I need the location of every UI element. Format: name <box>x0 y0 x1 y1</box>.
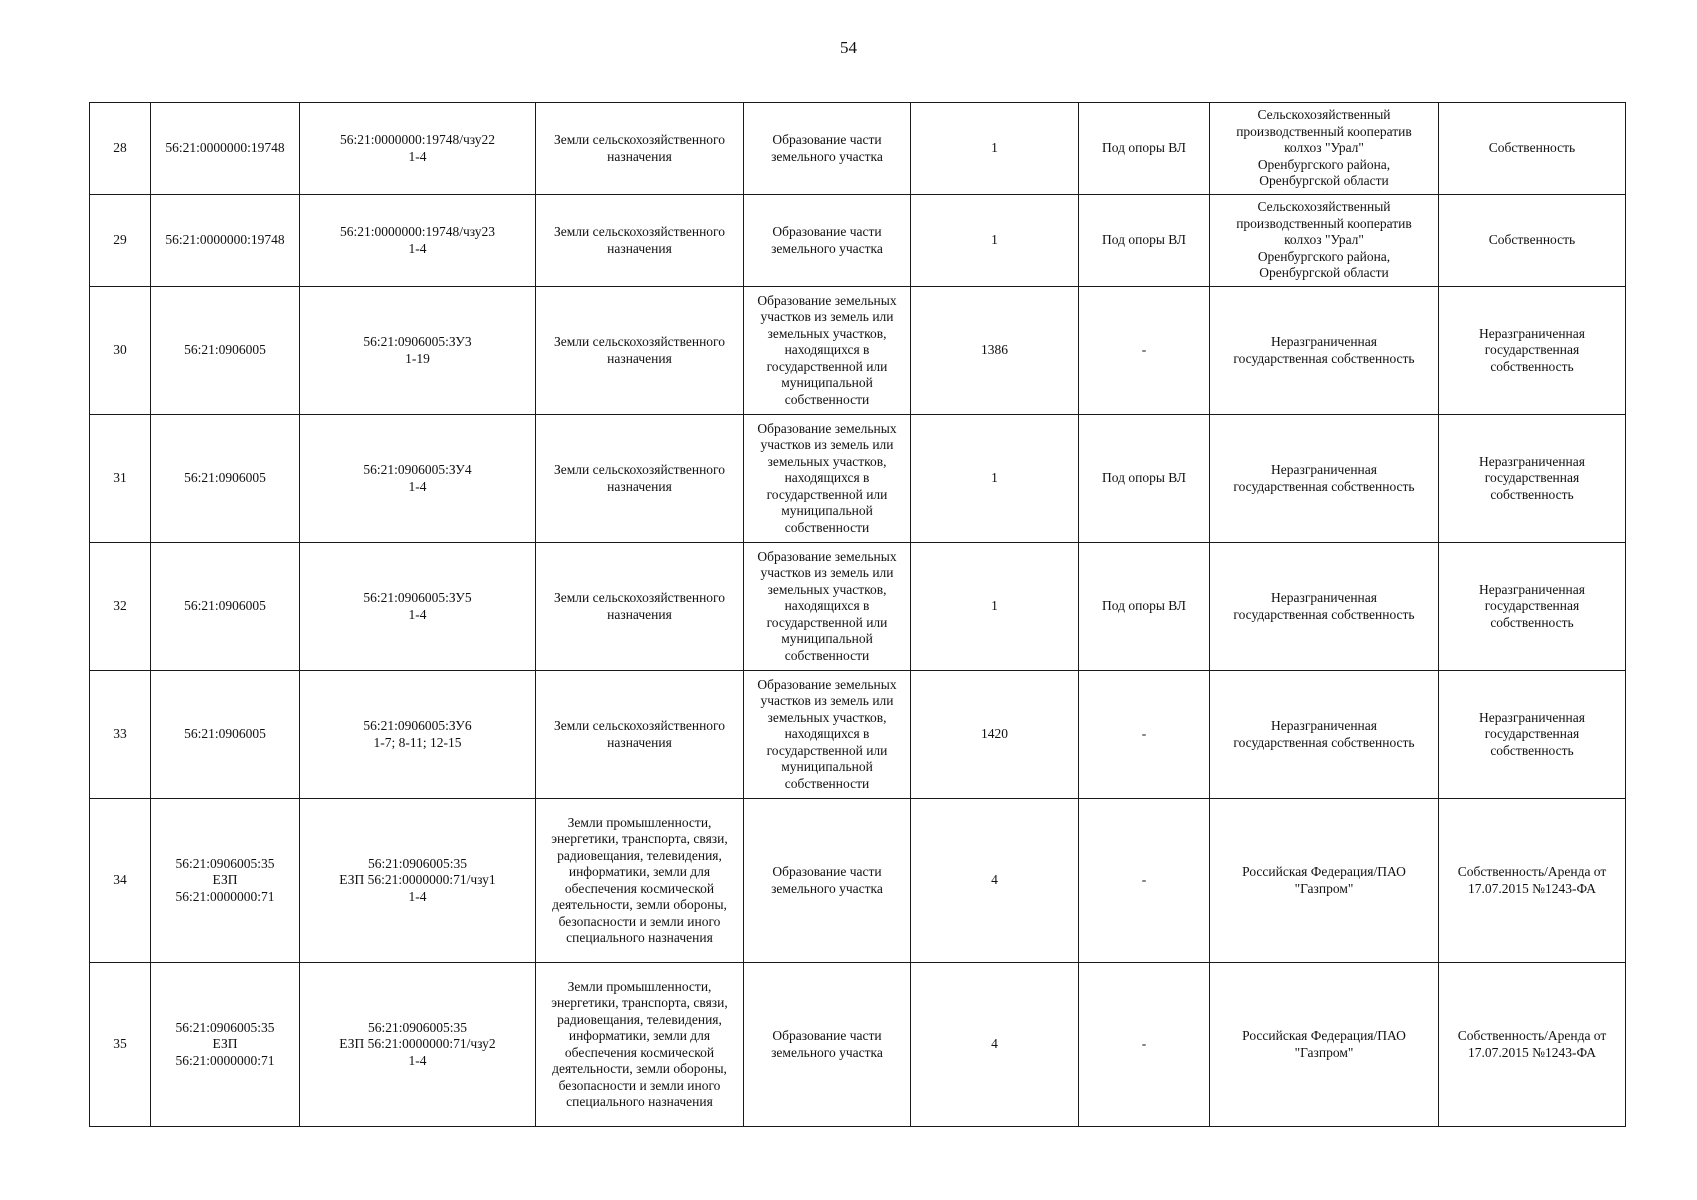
right-type-cell: Собственность/Аренда от 17.07.2015 №1243-ФА <box>1439 799 1626 963</box>
owner-cell: Российская Федерация/ПАО "Газпром" <box>1210 963 1439 1127</box>
land-category-cell: Земли сельскохозяйственного назначения <box>536 287 744 415</box>
owner-cell: Сельскохозяйственный производственный кооператив колхоз "Урал" Оренбургского района, Оренбургской области <box>1210 103 1439 195</box>
purpose-cell: - <box>1079 671 1210 799</box>
row-number-cell: 29 <box>90 195 151 287</box>
owner-cell: Неразграниченная государственная собственность <box>1210 543 1439 671</box>
page-number: 54 <box>840 38 857 57</box>
cadastral-number-cell: 56:21:0906005 <box>151 671 300 799</box>
right-type-cell: Собственность <box>1439 195 1626 287</box>
table-row <box>90 195 1626 287</box>
area-cell: 1 <box>911 103 1079 195</box>
row-number-cell: 33 <box>90 671 151 799</box>
action-type-cell: Образование земельных участков из земель или земельных участков, находящихся в государственной или муниципальной собственности <box>744 415 911 543</box>
action-type-cell: Образование части земельного участка <box>744 799 911 963</box>
owner-cell: Сельскохозяйственный производственный кооператив колхоз "Урал" Оренбургского района, Оренбургской области <box>1210 195 1439 287</box>
purpose-cell: Под опоры ВЛ <box>1079 103 1210 195</box>
land-category-cell: Земли промышленности, энергетики, транспорта, связи, радиовещания, телевидения, информатики, земли для обеспечения космической деятельности, земли обороны, безопасности и земли иного специального назначения <box>536 799 744 963</box>
table-row <box>90 799 1626 963</box>
area-cell: 1 <box>911 543 1079 671</box>
table-row <box>90 103 1626 195</box>
table-row <box>90 287 1626 415</box>
purpose-cell: Под опоры ВЛ <box>1079 195 1210 287</box>
right-type-cell: Собственность <box>1439 103 1626 195</box>
purpose-cell: - <box>1079 799 1210 963</box>
table-row <box>90 963 1626 1127</box>
purpose-cell: - <box>1079 963 1210 1127</box>
row-number-cell: 34 <box>90 799 151 963</box>
area-cell: 4 <box>911 799 1079 963</box>
table-row <box>90 671 1626 799</box>
land-plots-table <box>89 102 1626 1127</box>
cadastral-number-cell: 56:21:0906005 <box>151 543 300 671</box>
land-category-cell: Земли сельскохозяйственного назначения <box>536 671 744 799</box>
table-row <box>90 415 1626 543</box>
right-type-cell: Неразграниченная государственная собственность <box>1439 287 1626 415</box>
purpose-cell: - <box>1079 287 1210 415</box>
land-category-cell: Земли сельскохозяйственного назначения <box>536 415 744 543</box>
owner-cell: Неразграниченная государственная собственность <box>1210 671 1439 799</box>
plot-part-cell: 56:21:0906005:ЗУ5 1-4 <box>300 543 536 671</box>
plot-part-cell: 56:21:0906005:ЗУ4 1-4 <box>300 415 536 543</box>
area-cell: 1 <box>911 415 1079 543</box>
plot-part-cell: 56:21:0906005:35 ЕЗП 56:21:0000000:71/чзу2 1-4 <box>300 963 536 1127</box>
area-cell: 4 <box>911 963 1079 1127</box>
action-type-cell: Образование земельных участков из земель или земельных участков, находящихся в государственной или муниципальной собственности <box>744 543 911 671</box>
right-type-cell: Собственность/Аренда от 17.07.2015 №1243-ФА <box>1439 963 1626 1127</box>
plot-part-cell: 56:21:0000000:19748/чзу23 1-4 <box>300 195 536 287</box>
action-type-cell: Образование части земельного участка <box>744 195 911 287</box>
cadastral-number-cell: 56:21:0906005 <box>151 415 300 543</box>
land-category-cell: Земли сельскохозяйственного назначения <box>536 543 744 671</box>
row-number-cell: 31 <box>90 415 151 543</box>
plot-part-cell: 56:21:0906005:35 ЕЗП 56:21:0000000:71/чзу1 1-4 <box>300 799 536 963</box>
action-type-cell: Образование части земельного участка <box>744 963 911 1127</box>
right-type-cell: Неразграниченная государственная собственность <box>1439 543 1626 671</box>
purpose-cell: Под опоры ВЛ <box>1079 415 1210 543</box>
row-number-cell: 30 <box>90 287 151 415</box>
cadastral-number-cell: 56:21:0906005:35 ЕЗП 56:21:0000000:71 <box>151 963 300 1127</box>
right-type-cell: Неразграниченная государственная собственность <box>1439 415 1626 543</box>
land-category-cell: Земли промышленности, энергетики, транспорта, связи, радиовещания, телевидения, информатики, земли для обеспечения космической деятельности, земли обороны, безопасности и земли иного специального назначения <box>536 963 744 1127</box>
action-type-cell: Образование земельных участков из земель или земельных участков, находящихся в государственной или муниципальной собственности <box>744 671 911 799</box>
land-category-cell: Земли сельскохозяйственного назначения <box>536 195 744 287</box>
area-cell: 1386 <box>911 287 1079 415</box>
cadastral-number-cell: 56:21:0906005:35 ЕЗП 56:21:0000000:71 <box>151 799 300 963</box>
action-type-cell: Образование земельных участков из земель или земельных участков, находящихся в государственной или муниципальной собственности <box>744 287 911 415</box>
plot-part-cell: 56:21:0906005:ЗУ3 1-19 <box>300 287 536 415</box>
cadastral-number-cell: 56:21:0000000:19748 <box>151 195 300 287</box>
plot-part-cell: 56:21:0906005:ЗУ6 1-7; 8-11; 12-15 <box>300 671 536 799</box>
row-number-cell: 28 <box>90 103 151 195</box>
purpose-cell: Под опоры ВЛ <box>1079 543 1210 671</box>
cadastral-number-cell: 56:21:0000000:19748 <box>151 103 300 195</box>
area-cell: 1 <box>911 195 1079 287</box>
row-number-cell: 32 <box>90 543 151 671</box>
row-number-cell: 35 <box>90 963 151 1127</box>
cadastral-number-cell: 56:21:0906005 <box>151 287 300 415</box>
owner-cell: Российская Федерация/ПАО "Газпром" <box>1210 799 1439 963</box>
owner-cell: Неразграниченная государственная собственность <box>1210 415 1439 543</box>
table-row <box>90 543 1626 671</box>
action-type-cell: Образование части земельного участка <box>744 103 911 195</box>
right-type-cell: Неразграниченная государственная собственность <box>1439 671 1626 799</box>
area-cell: 1420 <box>911 671 1079 799</box>
land-category-cell: Земли сельскохозяйственного назначения <box>536 103 744 195</box>
plot-part-cell: 56:21:0000000:19748/чзу22 1-4 <box>300 103 536 195</box>
owner-cell: Неразграниченная государственная собственность <box>1210 287 1439 415</box>
